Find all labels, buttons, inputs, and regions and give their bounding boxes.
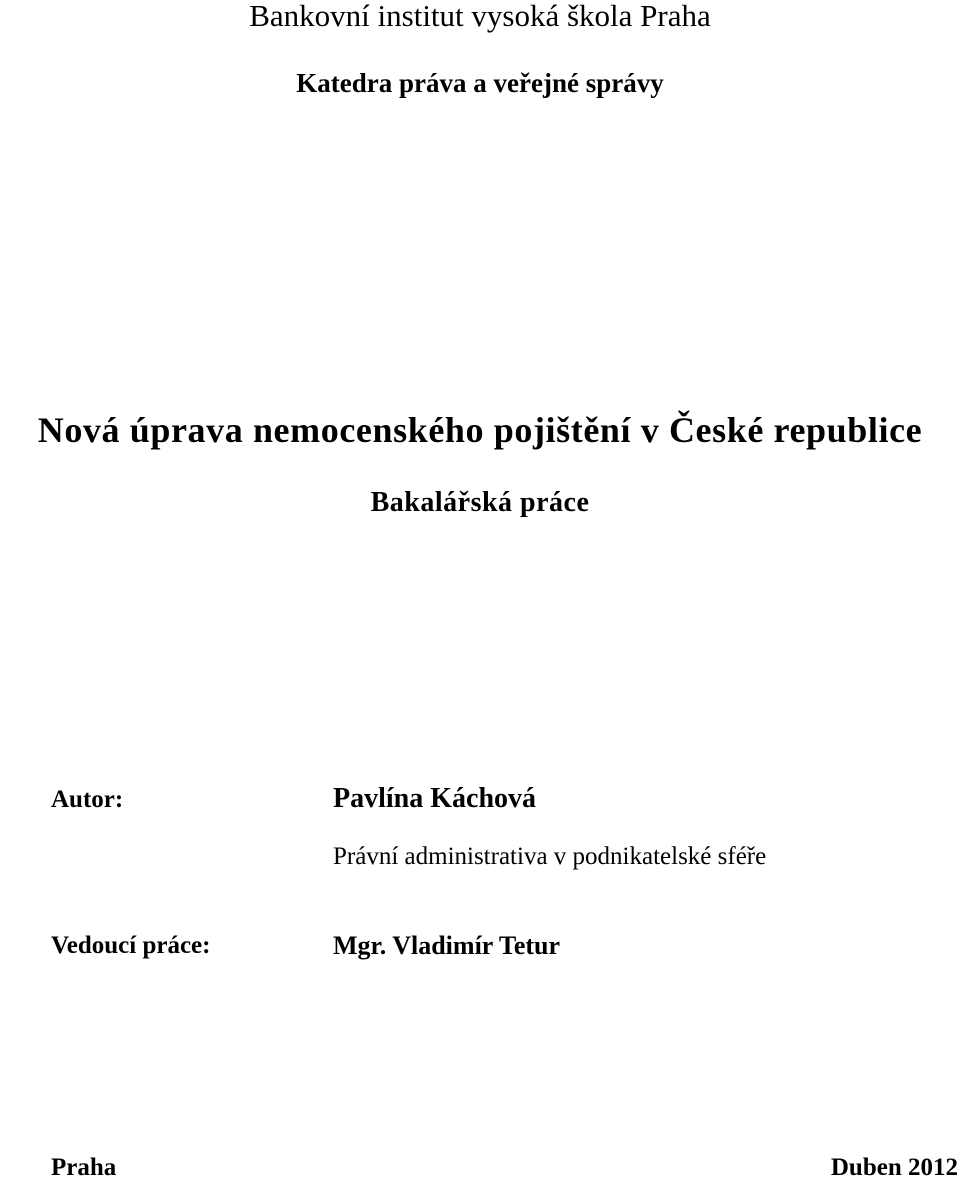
department-name: Katedra práva a veřejné správy [296, 68, 664, 98]
supervisor-label: Vedoucí práce: [51, 932, 211, 959]
footer-date: Duben 2012 [830, 1154, 958, 1181]
institution-name: Bankovní institut vysoká škola Praha [249, 0, 711, 33]
author-label: Autor: [51, 786, 124, 813]
supervisor-name: Mgr. Vladimír Tetur [333, 931, 561, 960]
author-name: Pavlína Káchová [333, 783, 537, 814]
thesis-type: Bakalářská práce [370, 487, 590, 518]
footer-city: Praha [51, 1154, 117, 1181]
thesis-title: Nová úprava nemocenského pojištění v České republice [37, 410, 923, 450]
author-study-program: Právní administrativa v podnikatelské sféře [333, 843, 767, 870]
